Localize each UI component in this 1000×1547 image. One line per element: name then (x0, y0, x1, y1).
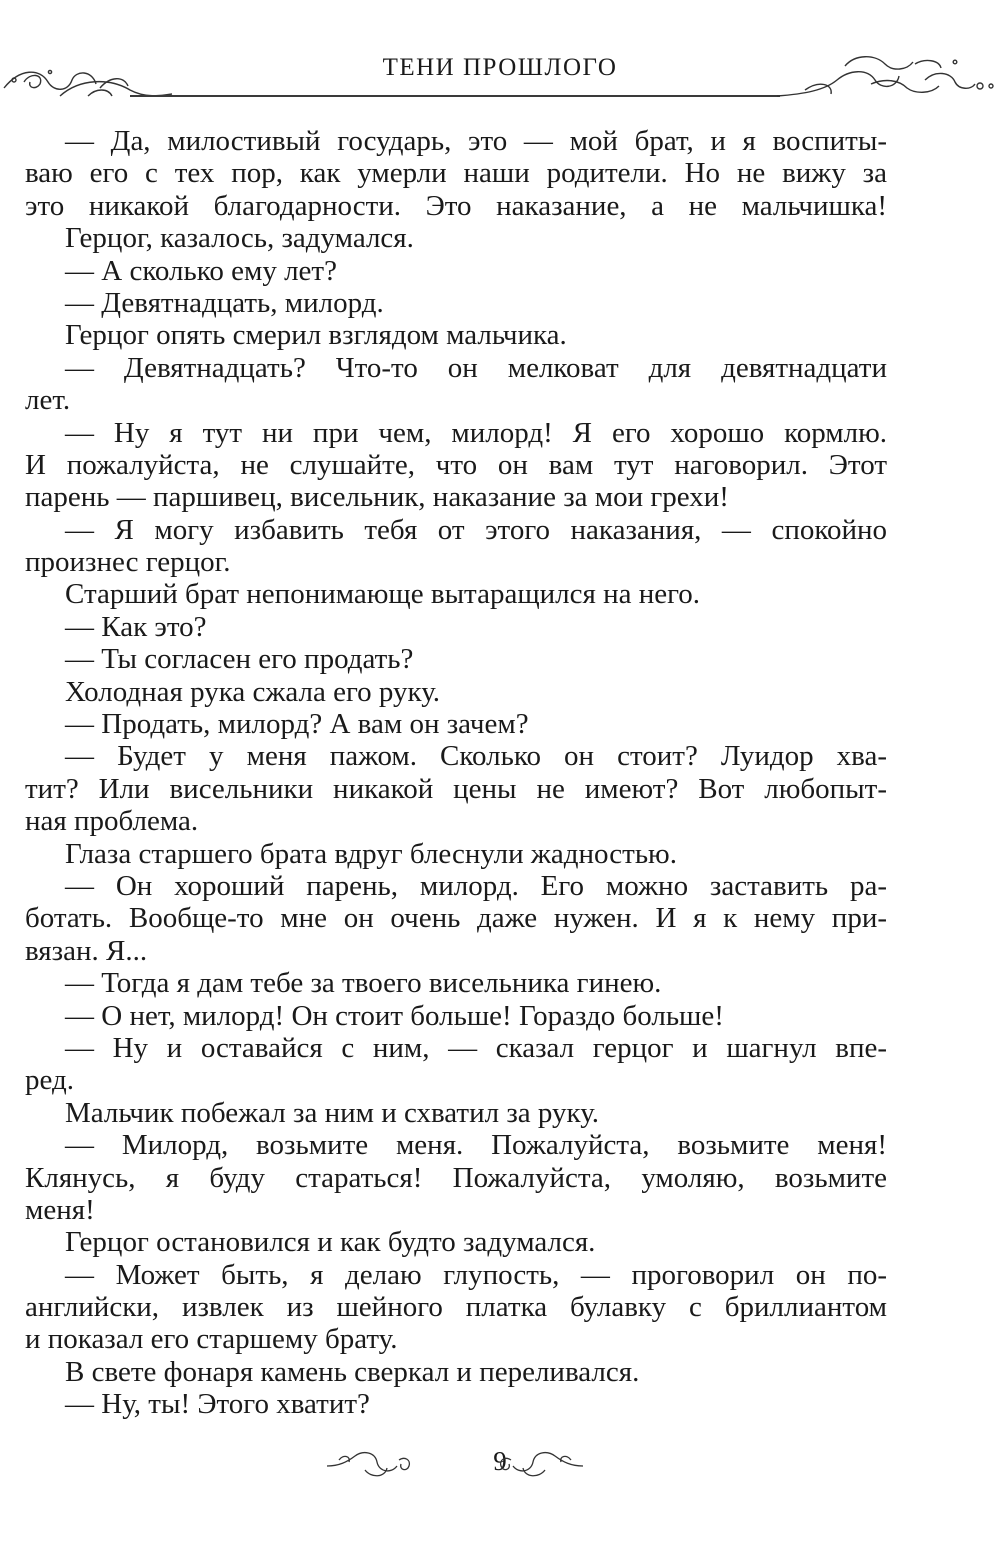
text-line: — Девятнадцать, милорд. (65, 286, 384, 319)
right-flourish-ornament-icon (775, 50, 1000, 105)
text-line: — Девятнадцать? Что-то он мелковат для девятнадцати (65, 351, 887, 384)
text-line: — Ну, ты! Этого хватит? (65, 1388, 370, 1421)
text-line: — Он хороший парень, милорд. Его можно заставить ра- (65, 869, 887, 902)
text-line: Герцог остановился и как будто задумался. (65, 1226, 596, 1259)
text-line: ботать. Вообще-то мне он очень даже нужен. И я к нему при- (25, 902, 887, 935)
text-line: — Будет у меня пажом. Сколько он стоит? Луидор хва- (65, 740, 887, 773)
text-line: ваю его с тех пор, как умерли наши родители. Но не вижу за (25, 157, 887, 190)
header-rule-line (130, 95, 780, 97)
text-line: ред. (25, 1064, 74, 1097)
text-line: — Ты согласен его продать? (65, 643, 414, 676)
text-line: английски, извлек из шейного платка булавку с бриллиантом (25, 1291, 887, 1324)
text-line: и показал его старшему брату. (25, 1323, 398, 1356)
text-line: это никакой благодарности. Это наказание, а не мальчишка! (25, 189, 887, 222)
text-line: — Я могу избавить тебя от этого наказания, — спокойно (65, 513, 887, 546)
text-line: Старший брат непонимающе вытаращился на него. (65, 578, 701, 611)
text-line: меня! (25, 1193, 95, 1226)
text-line: — Продать, милорд? А вам он зачем? (65, 708, 529, 741)
text-line: вязан. Я... (25, 934, 148, 967)
text-line: произнес герцог. (25, 546, 231, 579)
text-line: тит? Или висельники никакой цены не имеют? Вот любопыт- (25, 772, 887, 805)
page-number: 9 (493, 1446, 507, 1476)
text-line: лет. (25, 384, 71, 417)
text-line: Клянусь, я буду стараться! Пожалуйста, умоляю, возьмите (25, 1161, 887, 1194)
text-line: — Милорд, возьмите меня. Пожалуйста, возьмите меня! (65, 1129, 887, 1162)
text-line: ная проблема. (25, 805, 199, 838)
text-line: — Как это? (65, 610, 207, 643)
text-line: — Тогда я дам тебе за твоего висельника гинею. (65, 967, 662, 1000)
text-line: Герцог, казалось, задумался. (65, 222, 414, 255)
text-line: — Может быть, я делаю глупость, — проговорил он по- (65, 1258, 887, 1291)
text-line: — А сколько ему лет? (65, 254, 337, 287)
running-header (0, 40, 1000, 110)
text-line: — Да, милостивый государь, это — мой брат, и я воспиты- (65, 125, 887, 157)
text-line: Герцог опять смерил взглядом мальчика. (65, 319, 567, 352)
text-line: парень — паршивец, висельник, наказание за мои грехи! (25, 481, 729, 514)
text-line: Холодная рука сжала его руку. (65, 675, 441, 708)
text-line: — Ну я тут ни при чем, милорд! Я его хорошо кормлю. (65, 416, 887, 449)
page-footer (0, 1440, 1000, 1490)
text-line: — Ну и оставайся с ним, — сказал герцог и шагнул впе- (65, 1031, 887, 1064)
text-line: В свете фонаря камень сверкал и переливался. (65, 1355, 640, 1388)
body-text (25, 125, 887, 1421)
text-line: Мальчик побежал за ним и схватил за руку. (65, 1096, 600, 1129)
right-footer-ornament-icon (495, 1446, 585, 1482)
text-line: — О нет, милорд! Он стоит больше! Гораздо больше! (65, 999, 724, 1032)
text-line: Глаза старшего брата вдруг блеснули жадностью. (65, 837, 677, 870)
running-title: ТЕНИ ПРОШЛОГО (382, 54, 618, 81)
text-line: И пожалуйста, не слушайте, что он вам тут наговорил. Этот (25, 448, 887, 481)
